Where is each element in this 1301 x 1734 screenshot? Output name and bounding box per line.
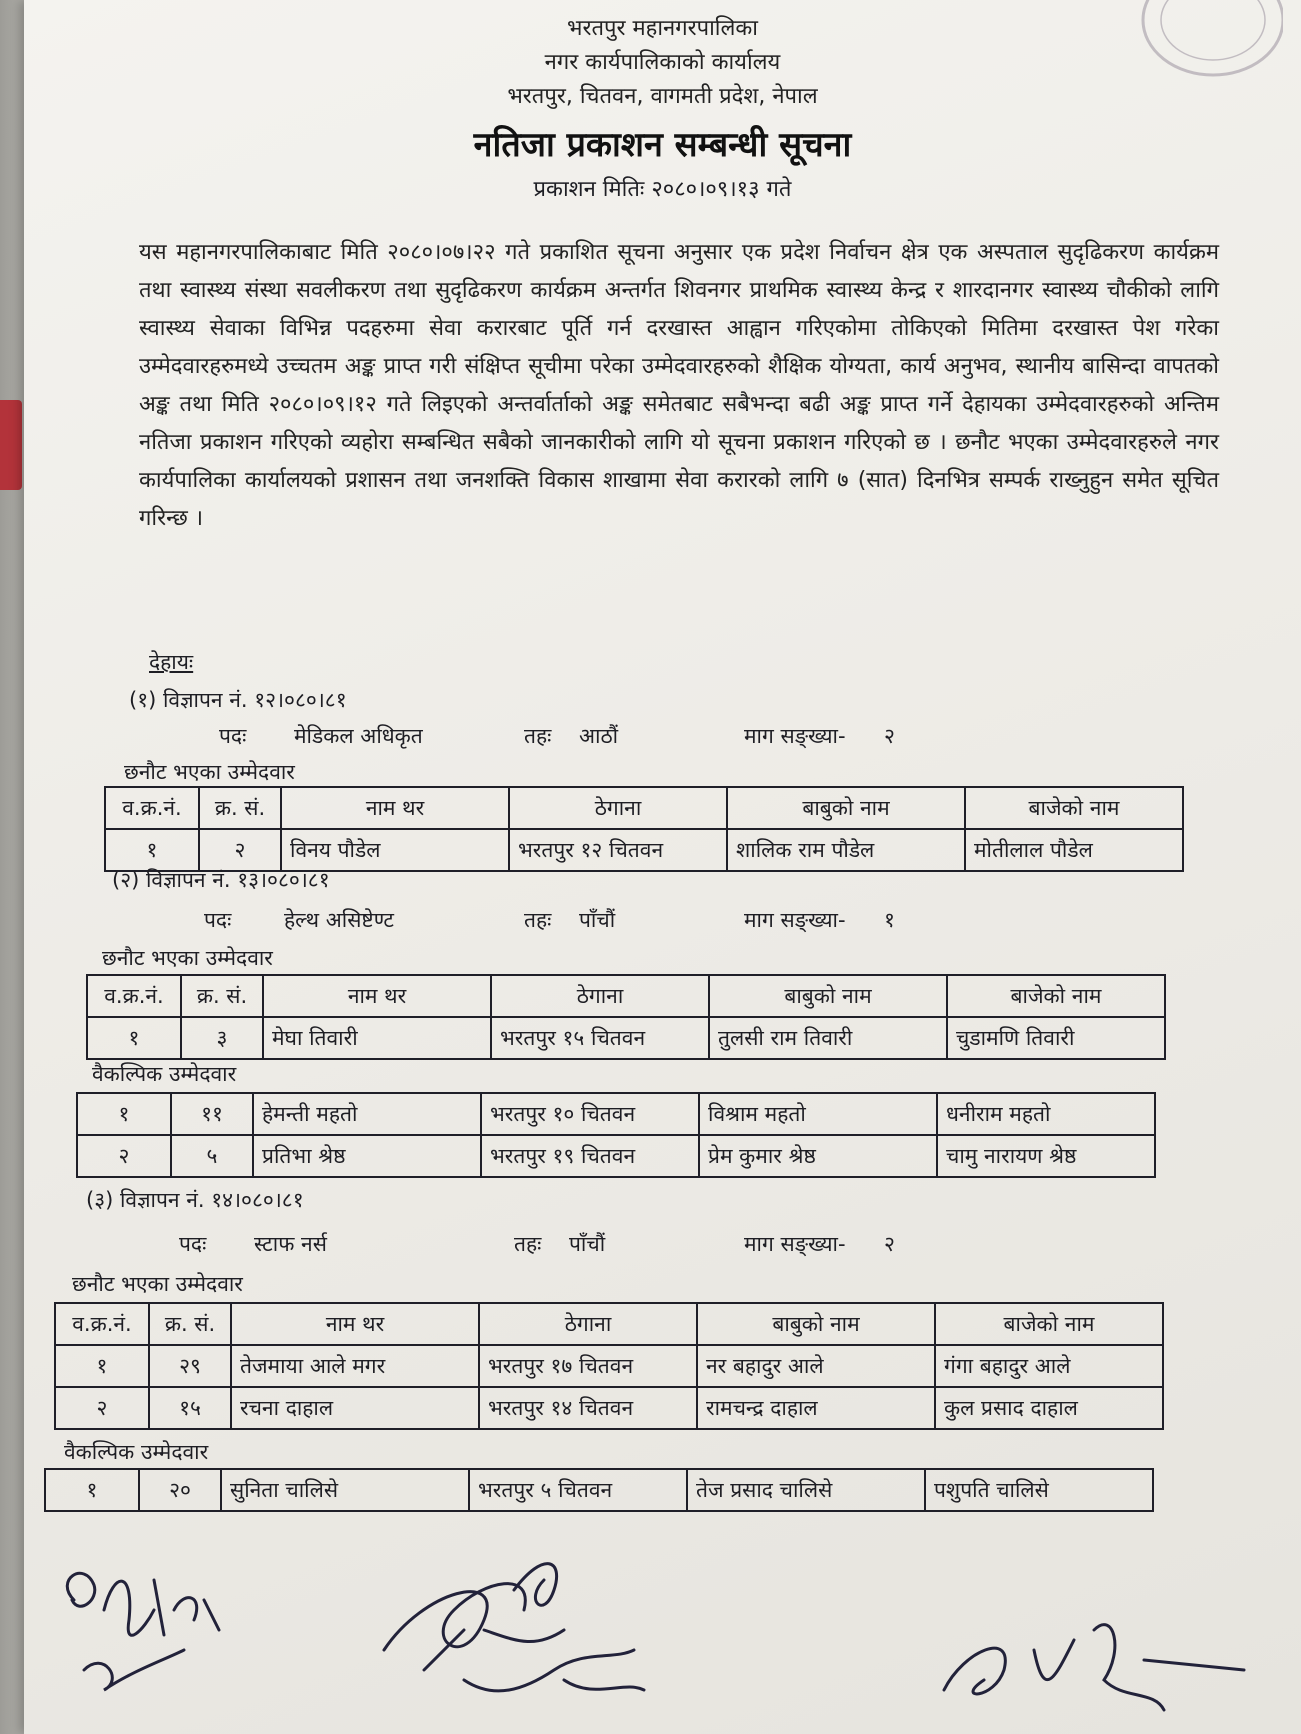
col-header: नाम थर	[263, 975, 491, 1017]
office-address: भरतपुर, चितवन, वागमती प्रदेश, नेपाल	[507, 84, 818, 109]
section-2-alternate-table	[76, 1092, 1156, 1178]
cell: १	[45, 1469, 139, 1511]
demand-value: १	[884, 908, 895, 932]
col-header: बाजेको नाम	[935, 1303, 1163, 1345]
cell: मेघा तिवारी	[263, 1017, 491, 1059]
col-header: बाबुको नाम	[709, 975, 947, 1017]
cell: २	[55, 1387, 149, 1429]
cell: रचना दाहाल	[231, 1387, 479, 1429]
approver-signature	[924, 1590, 1264, 1730]
section-3-adv-number: (३) विज्ञापन नं. १४।०८०।८१	[86, 1188, 304, 1212]
office-name: नगर कार्यपालिकाको कार्यालय	[544, 50, 781, 75]
notice-body: यस महानगरपालिकाबाट मिति २०८०।०७।२२ गते प्रकाशित सूचना अनुसार एक प्रदेश निर्वाचन क्षेत्र एक अस्पताल सुदृढिकरण कार्यक्रम तथा स्वास्थ्य संस्था सवलीकरण तथा सुदृढिकरण कार्यक्रम अन्तर्गत शिवनगर प्राथमिक स्वास्थ्य केन्द्र र शारदानगर स्वास्थ्य चौकीको लागि स्वास्थ्य सेवाका विभिन्न पदहरुमा सेवा करारबाट पूर्ति गर्न दरखास्त आह्वान गरिएकोमा तोकिएको मितिमा दरखास्त पेश गरेका उम्मेदवारहरुमध्ये उच्चतम अङ्क प्राप्त गरी संक्षिप्त सूचीमा परेका उम्मेदवारहरुको शैक्षिक योग्यता, कार्य अनुभव, स्थानीय बासिन्दा वापतको अङ्क तथा मिति २०८०।०९।१२ गते लिइएको अन्तर्वार्ताको अङ्क समेतबाट सबैभन्दा बढी अङ्क प्राप्त गर्ने देहायका उम्मेदवारहरुको अन्तिम नतिजा प्रकाशन गरिएको व्यहोरा सम्बन्धित सबैको जानकारीको लागि यो सूचना प्रकाशन गरिएको छ । छनौट भएका उम्मेदवारहरुले नगर कार्यपालिका कार्यालयको प्रशासन तथा जनशक्ति विकास शाखामा सेवा करारको लागि ७ (सात) दिनभित्र सम्पर्क राख्नुहुन समेत सूचित गरिन्छ ।	[139, 240, 1219, 531]
section-3-selected-label: छनौट भएका उम्मेदवार	[72, 1272, 243, 1296]
level-label: तहः	[524, 908, 552, 932]
section-1-selected-table	[104, 786, 1184, 872]
cell: चामु नारायण श्रेष्ठ	[937, 1135, 1155, 1177]
table-row	[45, 1469, 1153, 1511]
cell: १५	[149, 1387, 231, 1429]
col-header: क्र. सं.	[181, 975, 263, 1017]
col-header: नाम थर	[281, 787, 509, 829]
section-2-alternate-label: वैकल्पिक उम्मेदवार	[92, 1062, 237, 1086]
level-value: पाँचौं	[569, 1232, 606, 1256]
cell: भरतपुर १२ चितवन	[509, 829, 727, 871]
cell: तेज प्रसाद चालिसे	[687, 1469, 925, 1511]
level-value: आठौं	[579, 724, 619, 748]
post-name: स्टाफ नर्स	[254, 1232, 327, 1256]
cell: भरतपुर ५ चितवन	[469, 1469, 687, 1511]
post-label: पदः	[204, 908, 232, 932]
level-value: पाँचौं	[579, 908, 616, 932]
table-header-row	[105, 787, 1183, 829]
table-row	[55, 1387, 1163, 1429]
post-name: मेडिकल अधिकृत	[294, 724, 423, 748]
table-header-row	[55, 1303, 1163, 1345]
cell: भरतपुर १० चितवन	[481, 1093, 699, 1135]
cell: २९	[149, 1345, 231, 1387]
cell: १	[105, 829, 199, 871]
cell: विश्राम महतो	[699, 1093, 937, 1135]
cell: १	[77, 1093, 171, 1135]
cell: ५	[171, 1135, 253, 1177]
col-header: ठेगाना	[509, 787, 727, 829]
section-1-selected-label: छनौट भएका उम्मेदवार	[124, 760, 295, 784]
cell: तेजमाया आले मगर	[231, 1345, 479, 1387]
col-header: बाजेको नाम	[947, 975, 1165, 1017]
cell: पशुपति चालिसे	[925, 1469, 1153, 1511]
col-header: बाबुको नाम	[697, 1303, 935, 1345]
cell: तुलसी राम तिवारी	[709, 1017, 947, 1059]
col-header: व.क्र.नं.	[105, 787, 199, 829]
section-1-adv-number: (१) विज्ञापन नं. १२।०८०।८१	[129, 688, 347, 712]
table-row	[105, 829, 1183, 871]
col-header: बाजेको नाम	[965, 787, 1183, 829]
publish-date: प्रकाशन मितिः २०८०।०९।१३ गते	[533, 177, 792, 202]
table-header-row	[87, 975, 1165, 1017]
col-header: क्र. सं.	[149, 1303, 231, 1345]
notice-document	[24, 0, 1301, 1734]
demand-label: माग सङ्ख्या-	[744, 908, 846, 932]
cell: विनय पौडेल	[281, 829, 509, 871]
cell: शालिक राम पौडेल	[727, 829, 965, 871]
table-row	[87, 1017, 1165, 1059]
cell: १	[87, 1017, 181, 1059]
document-header	[24, 12, 1301, 206]
cell: २०	[139, 1469, 221, 1511]
cell: भरतपुर १५ चितवन	[491, 1017, 709, 1059]
section-3-selected-table	[54, 1302, 1164, 1430]
cell: भरतपुर १९ चितवन	[481, 1135, 699, 1177]
col-header: बाबुको नाम	[727, 787, 965, 829]
section-2-selected-label: छनौट भएका उम्मेदवार	[102, 946, 273, 970]
col-header: व.क्र.नं.	[87, 975, 181, 1017]
municipality-name: भरतपुर महानगरपालिका	[566, 16, 759, 41]
notice-title: नतिजा प्रकाशन सम्बन्धी सूचना	[473, 125, 852, 165]
cell: ३	[181, 1017, 263, 1059]
post-label: पदः	[179, 1232, 207, 1256]
table-row	[77, 1135, 1155, 1177]
background-red-object	[0, 400, 22, 490]
demand-value: २	[884, 724, 895, 748]
cell: प्रतिभा श्रेष्ठ	[253, 1135, 481, 1177]
section-3-alternate-label: वैकल्पिक उम्मेदवार	[64, 1440, 209, 1464]
cell: कुल प्रसाद दाहाल	[935, 1387, 1163, 1429]
col-header: ठेगाना	[491, 975, 709, 1017]
cell: प्रेम कुमार श्रेष्ठ	[699, 1135, 937, 1177]
col-header: ठेगाना	[479, 1303, 697, 1345]
cell: रामचन्द्र दाहाल	[697, 1387, 935, 1429]
cell: १	[55, 1345, 149, 1387]
col-header: व.क्र.नं.	[55, 1303, 149, 1345]
cell: मोतीलाल पौडेल	[965, 829, 1183, 871]
handwritten-date-signature	[44, 1540, 264, 1720]
col-header: क्र. सं.	[199, 787, 281, 829]
dehaya-label: देहायः	[149, 650, 194, 674]
cell: २	[199, 829, 281, 871]
cell: हेमन्ती महतो	[253, 1093, 481, 1135]
demand-label: माग सङ्ख्या-	[744, 724, 846, 748]
cell: चुडामणि तिवारी	[947, 1017, 1165, 1059]
official-signature	[364, 1530, 694, 1730]
cell: नर बहादुर आले	[697, 1345, 935, 1387]
post-name: हेल्थ असिष्टेण्ट	[284, 908, 395, 932]
table-row	[55, 1345, 1163, 1387]
demand-label: माग सङ्ख्या-	[744, 1232, 846, 1256]
cell: ११	[171, 1093, 253, 1135]
col-header: नाम थर	[231, 1303, 479, 1345]
cell: गंगा बहादुर आले	[935, 1345, 1163, 1387]
cell: २	[77, 1135, 171, 1177]
cell: भरतपुर १४ चितवन	[479, 1387, 697, 1429]
cell: धनीराम महतो	[937, 1093, 1155, 1135]
level-label: तहः	[514, 1232, 542, 1256]
section-3-alternate-table	[44, 1468, 1154, 1512]
section-2-selected-table	[86, 974, 1166, 1060]
table-row	[77, 1093, 1155, 1135]
demand-value: २	[884, 1232, 895, 1256]
cell: भरतपुर १७ चितवन	[479, 1345, 697, 1387]
post-label: पदः	[219, 724, 247, 748]
section-2-adv-number: (२) विज्ञापन नं. १३।०८०।८१	[112, 868, 330, 892]
cell: सुनिता चालिसे	[221, 1469, 469, 1511]
level-label: तहः	[524, 724, 552, 748]
